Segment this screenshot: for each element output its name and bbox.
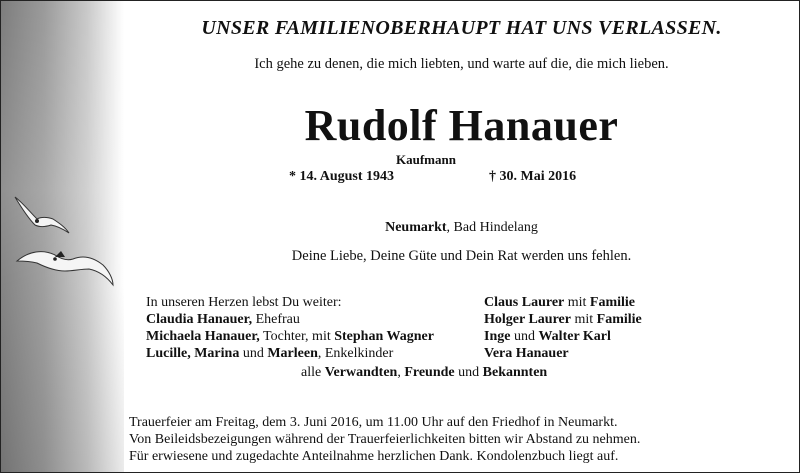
mourner-name: Michaela Hanauer, xyxy=(146,329,260,344)
mourner-name: Stephan Wagner xyxy=(334,329,434,344)
mourners-all-prefix: alle xyxy=(301,365,325,380)
mourner-name: Marleen xyxy=(267,346,318,361)
seagull-icon xyxy=(13,193,71,241)
mourner-family: Familie xyxy=(589,295,636,310)
mourner-claudia xyxy=(146,312,300,328)
mourner-conjunction: und xyxy=(510,329,539,344)
seagulls-photo xyxy=(1,1,124,472)
mourner-name: Inge xyxy=(484,329,511,344)
birth-date: * 14. August 1943 xyxy=(289,169,395,184)
mourner-name: Claudia Hanauer, xyxy=(146,312,253,327)
headline: UNSER FAMILIENOBERHAUPT HAT UNS VERLASSEN. xyxy=(201,17,722,39)
mourner-claus xyxy=(484,295,635,311)
mourner-vera xyxy=(484,346,569,362)
mourner-name: Lucille, Marina xyxy=(146,346,240,361)
mourner-name: Holger Laurer xyxy=(484,312,571,327)
mourner-grandchildren xyxy=(146,346,393,362)
profession: Kaufmann xyxy=(396,152,456,167)
deceased-name: Rudolf Hanauer xyxy=(304,101,619,150)
mourners-intro: In unseren Herzen lebst Du weiter: xyxy=(146,295,342,310)
mourner-name: Walter Karl xyxy=(538,329,611,344)
mourners-all xyxy=(301,365,547,381)
mourner-conjunction: mit xyxy=(570,312,597,327)
acquaintances: Bekannten xyxy=(482,365,548,380)
mourner-role: Tochter, mit xyxy=(259,329,335,344)
place-primary: Neumarkt xyxy=(385,220,447,235)
quote: Ich gehe zu denen, die mich liebten, und warte auf die, die mich lieben. xyxy=(254,56,669,72)
seagull-icon xyxy=(15,243,115,287)
mourner-name: Claus Laurer xyxy=(484,295,565,310)
mourner-name: Vera Hanauer xyxy=(484,346,569,361)
mourner-conjunction: und xyxy=(239,346,268,361)
mourner-conjunction: und xyxy=(454,365,483,380)
mourner-conjunction: mit xyxy=(564,295,590,310)
mourner-role: Ehefrau xyxy=(252,312,300,327)
relatives: Verwandten xyxy=(324,365,398,380)
condolence-request: Von Beileidsbezeigungen während der Trauerfeierlichkeiten bitten wir Abstand zu nehmen. xyxy=(129,432,641,447)
mourner-michaela xyxy=(146,329,434,345)
death-date: † 30. Mai 2016 xyxy=(489,169,577,184)
place-secondary: , Bad Hindelang xyxy=(446,220,538,235)
mourner-holger xyxy=(484,312,642,328)
comma: , xyxy=(397,365,405,380)
thanks-note: Für erwiesene und zugedachte Anteilnahme herzlichen Dank. Kondolenzbuch liegt auf. xyxy=(129,449,619,464)
farewell-line: Deine Liebe, Deine Güte und Dein Rat werden uns fehlen. xyxy=(291,248,632,264)
funeral-info: Trauerfeier am Freitag, dem 3. Juni 2016, um 11.00 Uhr auf den Friedhof in Neumarkt. xyxy=(129,415,618,430)
mourner-inge-walter xyxy=(484,329,611,345)
mourner-family: Familie xyxy=(596,312,642,327)
places xyxy=(124,220,799,236)
mourner-role: , Enkelkinder xyxy=(317,346,394,361)
friends: Freunde xyxy=(404,365,455,380)
